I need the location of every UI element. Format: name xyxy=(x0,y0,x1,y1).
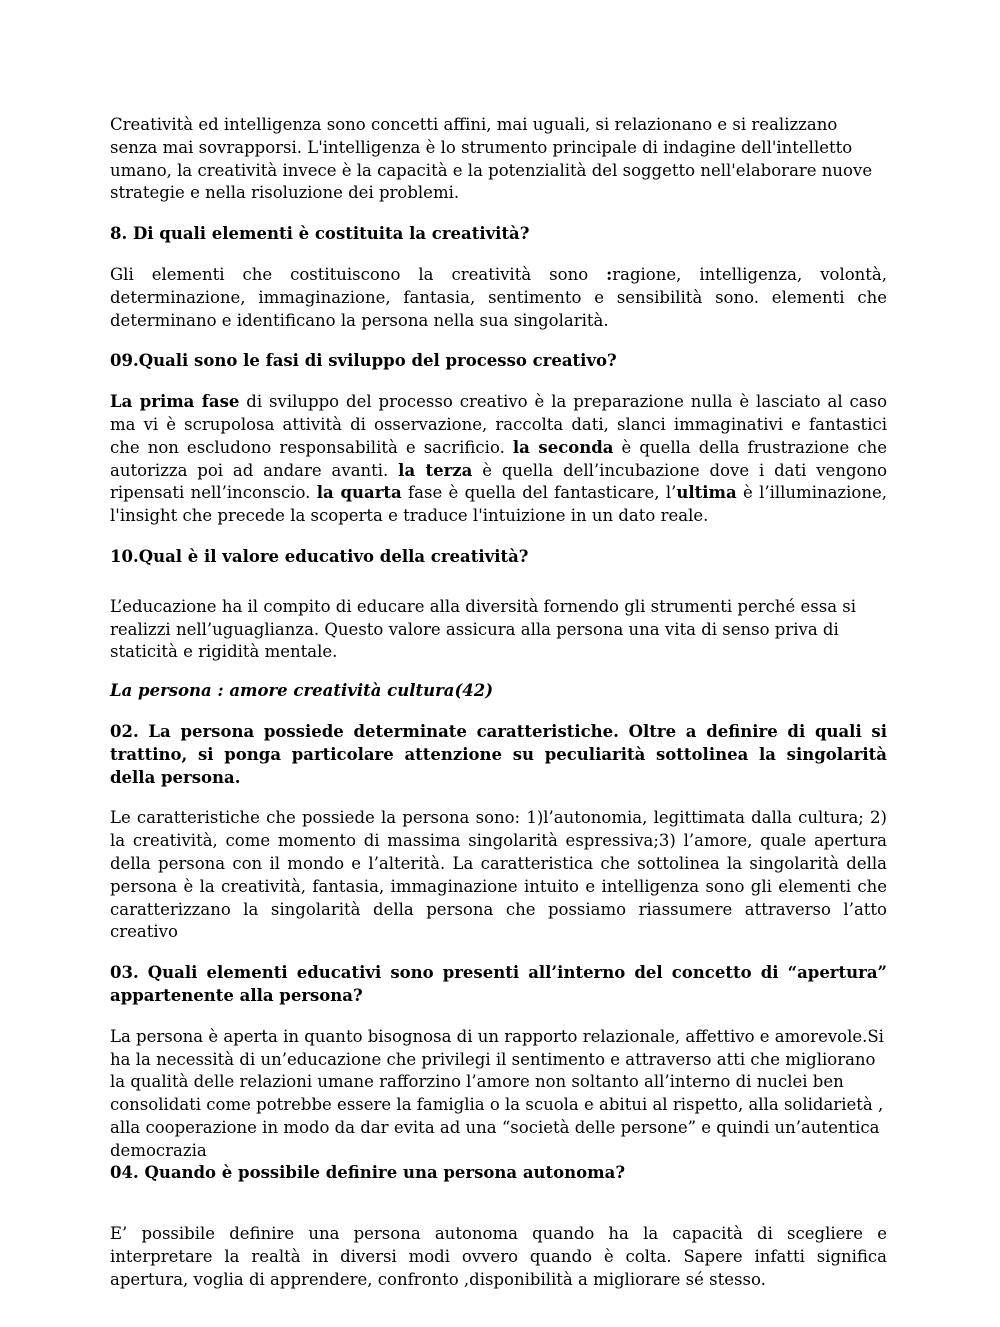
answer-8-text-b: ragione, intelligenza, volontà, determinazione, immaginazione, fantasia, sentimento e sensibilità sono. elementi che determinano e identificano la persona nella sua singolarità. xyxy=(110,264,887,330)
answer-9-text-4: fase è quella del fantasticare, l’ xyxy=(401,483,677,503)
question-9: 09.Quali sono le fasi di sviluppo del processo creativo? xyxy=(110,351,617,371)
question-04: 04. Quando è possibile definire una persona autonoma? xyxy=(110,1163,625,1183)
question-10: 10.Qual è il valore educativo della creatività? xyxy=(110,546,529,566)
answer-9-text-5: è l’illuminazione, l'insight che precede la scoperta e traduce l'intuizione in un dato reale. xyxy=(110,483,887,526)
answer-8-text-a: Gli elementi che costituiscono la creatività sono xyxy=(110,264,607,284)
answer-9-bold-1: La prima fase xyxy=(110,392,240,412)
question-02: 02. La persona possiede determinate caratteristiche. Oltre a definire di quali si trattino, si ponga particolare attenzione su peculiarità sottolinea la singolarità della persona. xyxy=(110,721,887,787)
document-body xyxy=(110,114,887,1292)
answer-8-colon: : xyxy=(606,264,613,284)
answer-9-bold-3: la terza xyxy=(398,460,473,480)
answer-10: L’educazione ha il compito di educare alla diversità fornendo gli strumenti perché essa si realizzi nell’uguaglianza. Questo valore assicura alla persona una vita di senso priva di staticità e rigidità mentale. xyxy=(110,596,857,662)
answer-04: E’ possibile definire una persona autonoma quando ha la capacità di scegliere e interpretare la realtà in diversi modi ovvero quando è colta. Sapere infatti significa apertura, voglia di apprendere, confronto ,disponibilità a migliorare sé stesso. xyxy=(110,1224,887,1289)
paragraph-intro: Creatività ed intelligenza sono concetti affini, mai uguali, si relazionano e si realizzano senza mai sovrapporsi. L'intelligenza è lo strumento principale di indagine dell'intelletto umano, la creatività invece è la capacità e la potenzialità del soggetto nell'elaborare nuove strategie e nella risoluzione dei problemi. xyxy=(110,115,873,203)
answer-02: Le caratteristiche che possiede la persona sono: 1)l’autonomia, legittimata dalla cultura; 2) la creatività, come momento di massima singolarità espressiva;3) l’amore, quale apertura della persona con il mondo e l’alterità. La caratteristica che sottolinea la singolarità della persona è la creatività, fantasia, immaginazione intuito e intelligenza sono gli elementi che caratterizzano la singolarità della persona che possiamo riassumere attraverso l’atto creativo xyxy=(110,808,887,942)
answer-8 xyxy=(110,264,887,332)
question-03: 03. Quali elementi educativi sono presenti all’interno del concetto di “apertura” appartenente alla persona? xyxy=(110,963,887,1005)
answer-9 xyxy=(110,391,887,528)
section-heading: La persona : amore creatività cultura(42) xyxy=(110,681,494,701)
answer-9-text-2: è quella della frustrazione che autorizza poi ad andare avanti. xyxy=(110,437,887,480)
answer-9-bold-2: la seconda xyxy=(512,437,614,457)
answer-9-text-3: è quella dell’incubazione dove i dati vengono ripensati nell’inconscio. xyxy=(110,460,888,503)
answer-9-bold-4: la quarta xyxy=(316,483,402,503)
question-8: 8. Di quali elementi è costituita la creatività? xyxy=(110,224,530,244)
answer-9-text-1: di sviluppo del processo creativo è la preparazione nulla è lasciato al caso ma vi è scrupolosa attività di osservazione, raccolta dati, slanci immaginativi e fantastici che non escludono responsabilità e sacrificio. xyxy=(110,392,888,457)
answer-9-bold-5: ultima xyxy=(676,483,737,503)
answer-03: La persona è aperta in quanto bisognosa di un rapporto relazionale, affettivo e amorevole.Si ha la necessità di un’educazione che privilegi il sentimento e attraverso atti che migliorano la qualità delle relazioni umane rafforzino l’amore non soltanto all’interno di nuclei ben consolidati come potrebbe essere la famiglia o la scuola e abitui al rispetto, alla solidarietà , alla cooperazione in modo da dar evita ad una “società delle persone” e quindi un’autentica democrazia xyxy=(110,1026,884,1160)
